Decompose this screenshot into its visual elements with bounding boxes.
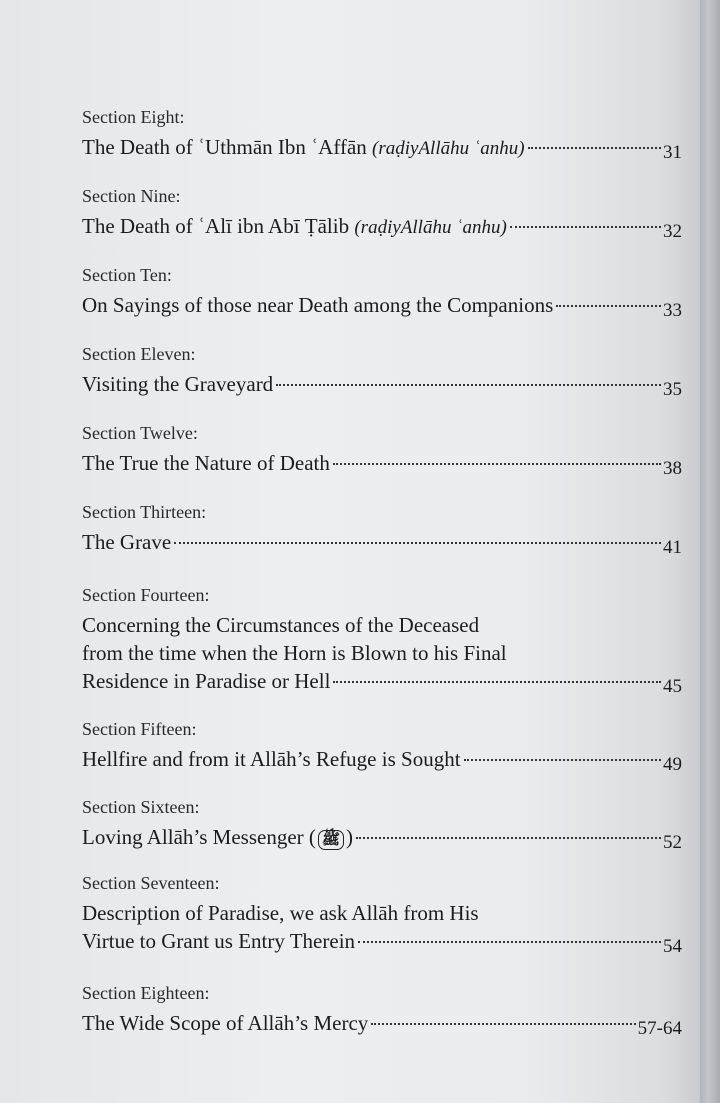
dot-leader bbox=[276, 384, 661, 386]
entry-title: The Death of ʿUthmān Ibn ʿAffān (raḍiyAllāhu ʿanhu) bbox=[82, 135, 525, 159]
toc-entry-section-fourteen bbox=[82, 584, 682, 697]
entry-title: Residence in Paradise or Hell bbox=[82, 669, 331, 693]
toc-entry-section-eight bbox=[82, 106, 682, 163]
dot-leader bbox=[556, 305, 661, 307]
section-label: Section Thirteen: bbox=[82, 502, 207, 522]
dot-leader bbox=[174, 542, 661, 544]
toc-entry-section-thirteen bbox=[82, 501, 682, 558]
toc-entry-section-ten bbox=[82, 264, 682, 321]
salutation-honorific-icon: ﷺ bbox=[318, 830, 344, 850]
page-number: 54 bbox=[663, 936, 682, 957]
entry-title: Visiting the Graveyard bbox=[82, 372, 274, 396]
section-label: Section Nine: bbox=[82, 186, 181, 206]
entry-title: On Sayings of those near Death among the Companions bbox=[82, 293, 554, 317]
entry-title: Loving Allāh’s Messenger ( ﷺ ) bbox=[82, 825, 354, 849]
page-number: 49 bbox=[663, 754, 682, 775]
dot-leader bbox=[528, 147, 661, 149]
toc-entry-section-fifteen bbox=[82, 718, 682, 775]
dot-leader bbox=[333, 463, 661, 465]
section-label: Section Seventeen: bbox=[82, 873, 220, 893]
toc-entry-section-nine bbox=[82, 185, 682, 242]
page-number: 45 bbox=[663, 676, 682, 697]
dot-leader bbox=[358, 941, 661, 943]
section-label: Section Eight: bbox=[82, 107, 185, 127]
entry-title: The Death of ʿAlī ibn Abī Ṭālib (raḍiyAllāhu ʿanhu) bbox=[82, 214, 507, 238]
page-number: 32 bbox=[663, 221, 682, 242]
section-label: Section Fifteen: bbox=[82, 719, 197, 739]
entry-title-line: from the time when the Horn is Blown to his Final bbox=[82, 641, 507, 665]
dot-leader bbox=[371, 1023, 635, 1025]
section-label: Section Sixteen: bbox=[82, 797, 200, 817]
page-number: 31 bbox=[663, 142, 682, 163]
page-number: 35 bbox=[663, 379, 682, 400]
section-label: Section Twelve: bbox=[82, 423, 198, 443]
section-label: Section Ten: bbox=[82, 265, 172, 285]
dot-leader bbox=[333, 681, 661, 683]
toc-entry-section-seventeen bbox=[82, 872, 682, 957]
dot-leader bbox=[510, 226, 661, 228]
entry-title: The True the Nature of Death bbox=[82, 451, 330, 475]
toc-entry-section-twelve bbox=[82, 422, 682, 479]
page-number: 38 bbox=[663, 458, 682, 479]
entry-title-line: Concerning the Circumstances of the Deceased bbox=[82, 613, 480, 637]
page-number: 52 bbox=[663, 832, 682, 853]
toc-entry-section-eighteen bbox=[82, 982, 682, 1039]
entry-title: The Wide Scope of Allāh’s Mercy bbox=[82, 1011, 369, 1035]
section-label: Section Fourteen: bbox=[82, 585, 210, 605]
page-number: 57-64 bbox=[637, 1018, 682, 1039]
dot-leader bbox=[356, 837, 661, 839]
page-edge bbox=[700, 0, 720, 1103]
entry-title: Hellfire and from it Allāh’s Refuge is Sought bbox=[82, 747, 461, 771]
section-label: Section Eleven: bbox=[82, 344, 196, 364]
entry-title: The Grave bbox=[82, 530, 172, 554]
toc-entry-section-sixteen bbox=[82, 796, 682, 853]
section-label: Section Eighteen: bbox=[82, 983, 210, 1003]
toc-entry-section-eleven bbox=[82, 343, 682, 400]
entry-title: Virtue to Grant us Entry Therein bbox=[82, 929, 356, 953]
entry-title-line: Description of Paradise, we ask Allāh from His bbox=[82, 901, 479, 925]
page-number: 41 bbox=[663, 537, 682, 558]
dot-leader bbox=[464, 759, 661, 761]
page-number: 33 bbox=[663, 300, 682, 321]
